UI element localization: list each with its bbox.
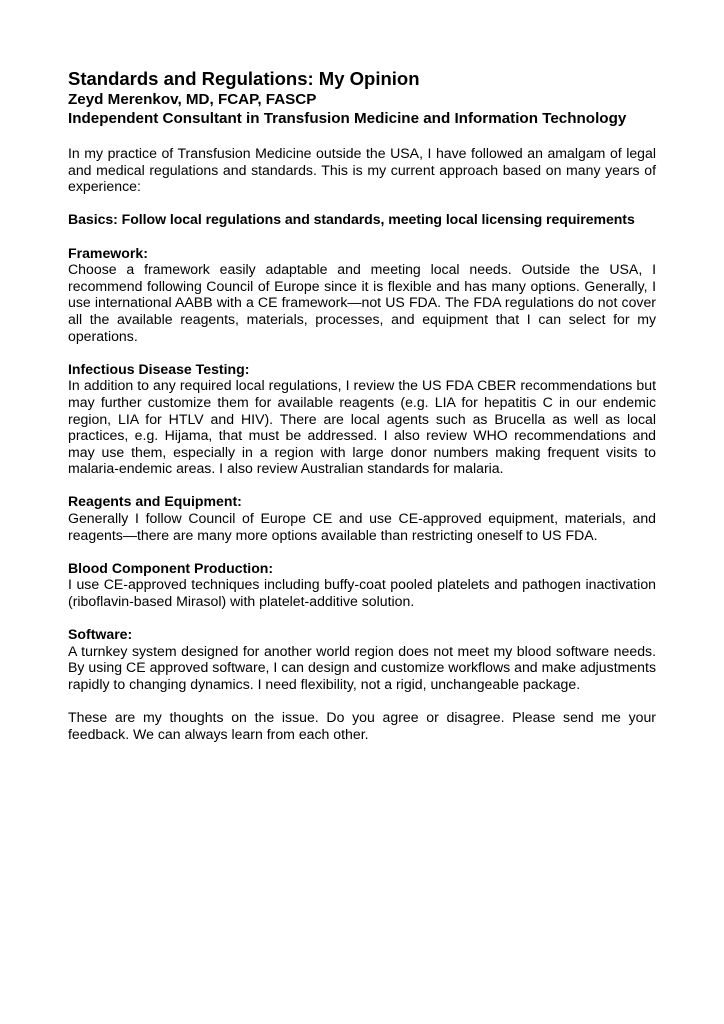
document-title: Standards and Regulations: My Opinion (68, 68, 420, 89)
section-body: In addition to any required local regulations, I review the US FDA CBER recommendations but may further customize them for available reagents (e.g. LIA for hepatitis C in our endemic region, LIA for HTLV and HIV). There are local agents such as Brucella as well as local practices, e.g. Hijama, that must be addressed. I also review WHO recommendations and may use them, especially in a region with large donor numbers making frequent visits to malaria-endemic areas. I also review Australian standards for malaria. (68, 377, 656, 477)
section-infectious-disease-testing (68, 361, 656, 477)
basics-statement: Basics: Follow local regulations and standards, meeting local licensing requirements (68, 211, 635, 228)
section-framework (68, 245, 656, 345)
section-heading: Framework: (68, 244, 148, 261)
section-blood-component-production (68, 560, 656, 610)
document-page (68, 68, 656, 742)
section-body: I use CE-approved techniques including buffy-coat pooled platelets and pathogen inactivation (riboflavin-based Mirasol) with platelet-additive solution. (68, 576, 656, 610)
section-heading: Reagents and Equipment: (68, 493, 242, 510)
section-reagents-and-equipment (68, 493, 656, 543)
section-heading: Blood Component Production: (68, 559, 274, 576)
section-body: Choose a framework easily adaptable and meeting local needs. Outside the USA, I recommend following Council of Europe since it is flexible and has many options. Generally, I use international AABB with a CE framework—not US FDA. The FDA regulations do not cover all the available reagents, materials, processes, and equipment that I can select for my operations. (68, 261, 656, 344)
section-software (68, 626, 656, 692)
section-heading: Software: (68, 626, 133, 643)
section-heading: Infectious Disease Testing: (68, 360, 250, 377)
section-body: A turnkey system designed for another world region does not meet my blood software needs. By using CE approved software, I can design and customize workflows and make adjustments rapidly to changing dynamics. I need flexibility, not a rigid, unchangeable package. (68, 642, 656, 692)
closing-paragraph: These are my thoughts on the issue. Do you agree or disagree. Please send me your feedback. We can always learn from each other. (68, 709, 656, 742)
affiliation-line: Independent Consultant in Transfusion Medicine and Information Technology (68, 110, 627, 127)
intro-paragraph: In my practice of Transfusion Medicine outside the USA, I have followed an amalgam of legal and medical regulations and standards. This is my current approach based on many years of experience: (68, 145, 656, 195)
section-body: Generally I follow Council of Europe CE and use CE-approved equipment, materials, and reagents—there are many more options available than restricting oneself to US FDA. (68, 510, 656, 543)
author-line: Zeyd Merenkov, MD, FCAP, FASCP (68, 91, 317, 108)
